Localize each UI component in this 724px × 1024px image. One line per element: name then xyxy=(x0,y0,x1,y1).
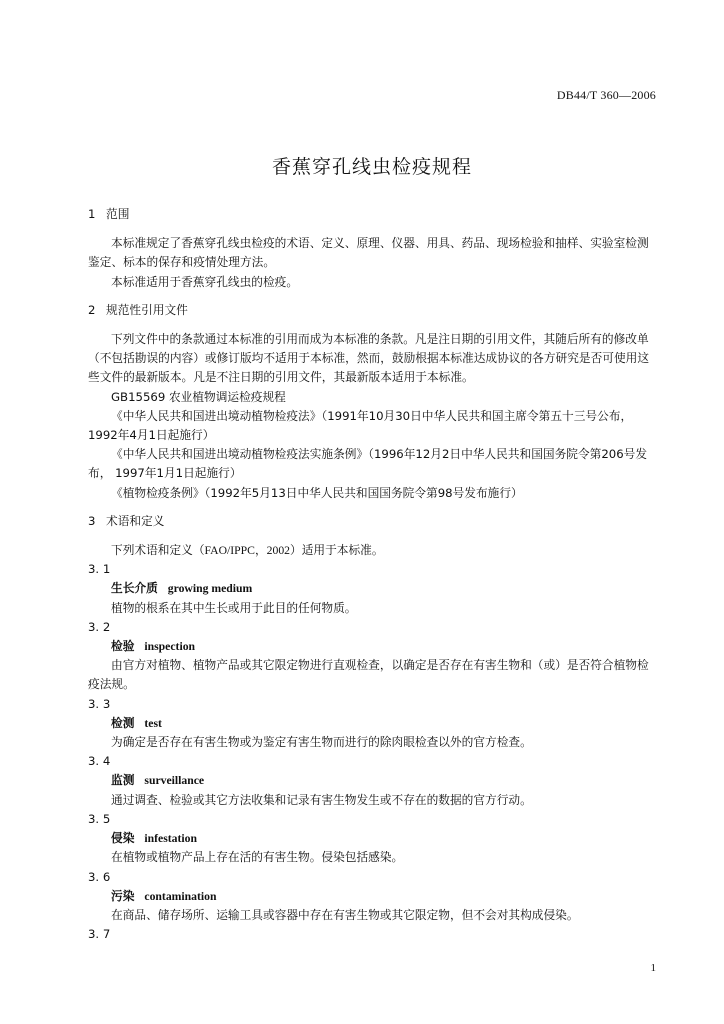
section-2-paragraph-1: 下列文件中的条款通过本标准的引用而成为本标准的条款。凡是注日期的引用文件，其随后所有的修改单（不包括勘误的内容）或修订版均不适用于本标准，然而，鼓励根据本标准达成协议的各方研究是否可使用这些文件的最新版本。凡是不注日期的引用文件，其最新版本适用于本标准。 xyxy=(88,332,650,385)
term-entry xyxy=(88,752,658,810)
term-number: 3. 3 xyxy=(88,696,111,711)
term-entry xyxy=(88,695,658,753)
section-1 xyxy=(88,205,658,292)
intro-reference: FAO/IPPC，2002 xyxy=(204,544,291,558)
page-number: 1 xyxy=(650,962,656,974)
normative-reference: GB15569 农业植物调运检疫规程 xyxy=(111,389,286,404)
term-name xyxy=(88,714,658,733)
term-entry xyxy=(88,868,658,926)
term-number: 3. 1 xyxy=(88,562,111,577)
term-number: 3. 7 xyxy=(88,927,111,942)
term-name xyxy=(88,887,658,906)
term-name-en: growing medium xyxy=(167,582,253,596)
term-name xyxy=(88,637,658,656)
terms-list xyxy=(88,560,658,925)
normative-reference: 《植物检疫条例》（1992年5月13日中华人民共和国国务院令第98号发布施行） xyxy=(111,485,523,500)
term-definition: 为确定是否存在有害生物或为鉴定有害生物而进行的除肉眼检查以外的官方检查。 xyxy=(111,735,532,750)
term-name-zh: 检验 xyxy=(111,639,135,654)
term-number: 3. 6 xyxy=(88,869,111,884)
term-definition: 由官方对植物、植物产品或其它限定物进行直观检查，以确定是否存在有害生物和（或）是否符合植物检疫法规。 xyxy=(88,658,649,692)
term-name-zh: 侵染 xyxy=(111,831,135,846)
section-1-title: 范围 xyxy=(106,207,130,221)
document-code: DB44/T 360—2006 xyxy=(556,88,656,102)
term-definition: 在植物或植物产品上存在活的有害生物。侵染包括感染。 xyxy=(111,850,404,865)
term-name-en: test xyxy=(144,716,162,730)
term-definition: 通过调查、检验或其它方法收集和记录有害生物发生或不存在的数据的官方行动。 xyxy=(111,792,532,807)
section-1-heading xyxy=(88,205,658,224)
term-entry xyxy=(88,618,658,695)
term-name-en: surveillance xyxy=(144,774,205,788)
normative-reference: 《中华人民共和国进出境动植物检疫法》（1991年10月30日中华人民共和国主席令第五十三号公布，1992年4月1日起施行） xyxy=(88,408,633,443)
document-title: 香蕉穿孔线虫检疫规程 xyxy=(271,156,472,178)
normative-reference: 《中华人民共和国进出境动植物检疫法实施条例》（1996年12月2日中华人民共和国国务院令第206号发布， 1997年1月1日起施行） xyxy=(88,447,648,481)
content-column xyxy=(88,205,658,944)
section-3-intro: 下列术语和定义（FAO/IPPC，2002）适用于本标准。 xyxy=(111,543,384,558)
term-name-en: inspection xyxy=(144,640,196,654)
term-name-en: infestation xyxy=(144,832,197,846)
term-name-en: contamination xyxy=(144,889,217,903)
term-name xyxy=(88,829,658,848)
term-definition: 在商品、储存场所、运输工具或容器中存在有害生物或其它限定物，但不会对其构成侵染。 xyxy=(111,907,579,922)
term-name xyxy=(88,771,658,790)
term-definition: 植物的根系在其中生长或用于此目的任何物质。 xyxy=(111,600,357,615)
section-2 xyxy=(88,301,658,503)
term-entry xyxy=(88,560,658,618)
term-number: 3. 5 xyxy=(88,811,111,826)
term-number: 3. 4 xyxy=(88,754,111,769)
section-1-number: 1 xyxy=(88,207,96,221)
term-name-zh: 监测 xyxy=(111,773,135,788)
term-name xyxy=(88,579,658,598)
section-2-number: 2 xyxy=(88,302,96,317)
section-3-number: 3 xyxy=(88,513,96,528)
section-3-title: 术语和定义 xyxy=(106,513,165,528)
section-1-paragraph-1: 本标准规定了香蕉穿孔线虫检疫的术语、定义、原理、仪器、用具、药品、现场检验和抽样、实验室检测鉴定、标本的保存和疫情处理方法。 xyxy=(88,236,649,270)
section-1-paragraph-2: 本标准适用于香蕉穿孔线虫的检疫。 xyxy=(111,274,299,289)
term-name-zh: 检测 xyxy=(111,715,135,730)
section-2-title: 规范性引用文件 xyxy=(106,302,188,317)
term-entry xyxy=(88,810,658,868)
term-name-zh: 污染 xyxy=(111,888,135,903)
section-3-heading xyxy=(88,512,658,531)
term-name-zh: 生长介质 xyxy=(111,581,158,596)
term-number: 3. 2 xyxy=(88,619,111,634)
section-3 xyxy=(88,512,658,944)
section-2-heading xyxy=(88,301,658,320)
